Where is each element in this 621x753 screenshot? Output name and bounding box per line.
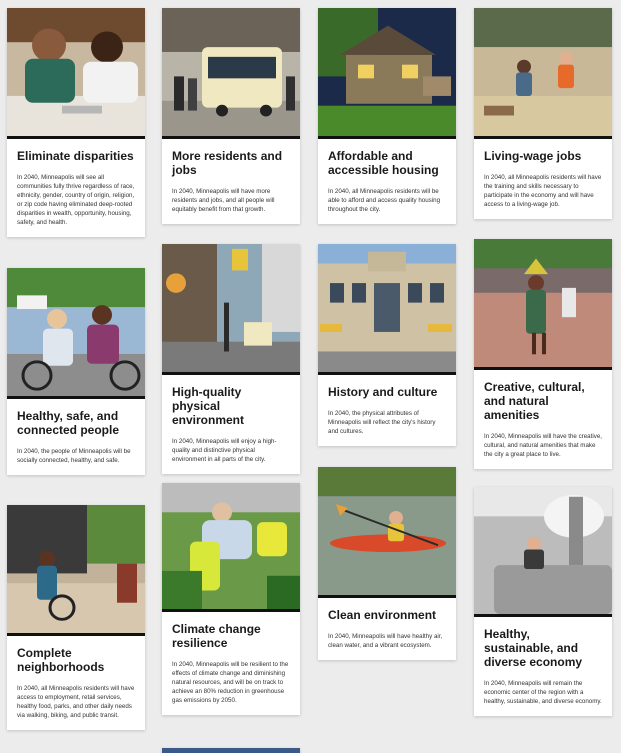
card-description: In 2040, all Minneapolis residents will have access to employment, retail services, healthy food, parks, and other daily needs via walking, biking, and public transit. xyxy=(17,685,135,719)
goal-card-complete-neighborhoods[interactable] xyxy=(7,505,145,730)
card-description: In 2040, Minneapolis will have more residents and jobs, and all people will equitably benefit from that growth. xyxy=(172,188,275,213)
city-bus-photo xyxy=(162,8,300,139)
card-title: History and culture xyxy=(328,385,438,399)
card-description: In 2040, Minneapolis will see all communities fully thrive regardless of race, ethnicity, gender, country of origin, religion, or zip code having eliminated deep-rooted disparities in wealth, opportunity, housing, safety, and health. xyxy=(17,174,135,226)
card-description: In 2040, all Minneapolis residents will be able to afford and access quality housing throughout the city. xyxy=(328,188,441,213)
dancer-parade-photo xyxy=(474,239,612,370)
card-title: Creative, cultural, and natural amenities xyxy=(484,380,585,422)
students-photo xyxy=(7,8,145,139)
card-title: Healthy, safe, and connected people xyxy=(17,409,120,437)
card-title: More residents and jobs xyxy=(172,149,283,177)
card-title: Complete neighborhoods xyxy=(17,646,105,674)
goal-card-affordable-housing[interactable] xyxy=(318,8,456,224)
house-at-dusk-photo xyxy=(318,8,456,139)
partial-photo xyxy=(162,748,300,753)
card-description: In 2040, Minneapolis will be resilient to the effects of climate change and diminishing natural resources, and will be on track to achieve an 80% reduction in greenhouse gas emissions by 2050. xyxy=(172,661,289,704)
goal-card-eliminate-disparities[interactable] xyxy=(7,8,145,237)
goal-card-creative-cultural-natural-amenities[interactable] xyxy=(474,239,612,469)
volunteers-planting-photo xyxy=(162,483,300,612)
goal-card-more-residents-jobs[interactable] xyxy=(162,8,300,224)
card-title: Climate change resilience xyxy=(172,622,261,650)
neighborhood-sidewalk-photo xyxy=(7,505,145,636)
goal-card-healthy-safe-connected[interactable] xyxy=(7,268,145,475)
card-description: In 2040, all Minneapolis residents will have the training and skills necessary to participate in the economy and will have access to a living-wage job. xyxy=(484,174,602,208)
goal-card-climate-change-resilience[interactable] xyxy=(162,483,300,715)
card-title: High-quality physical environment xyxy=(172,385,245,427)
card-title: Clean environment xyxy=(328,608,437,622)
goal-card-living-wage-jobs[interactable] xyxy=(474,8,612,219)
card-description: In 2040, the physical attributes of Minneapolis will reflect the city's history and cultures. xyxy=(328,410,436,435)
card-description: In 2040, Minneapolis will have the creative, cultural, and natural amenities that make the city a great place to live. xyxy=(484,433,602,458)
card-description: In 2040, Minneapolis will enjoy a high-quality and distinctive physical environment in all parts of the city. xyxy=(172,438,277,463)
historic-building-photo xyxy=(318,244,456,375)
downtown-street-photo xyxy=(162,244,300,375)
brewery-tanks-photo xyxy=(474,487,612,617)
people-with-bikes-photo xyxy=(7,268,145,399)
goal-card-high-quality-physical-environment[interactable] xyxy=(162,244,300,474)
goal-card-history-culture[interactable] xyxy=(318,244,456,446)
card-description: In 2040, Minneapolis will remain the economic center of the region with a healthy, sustainable, and diverse economy. xyxy=(484,680,602,705)
card-title: Living-wage jobs xyxy=(484,149,582,163)
card-description: In 2040, the people of Minneapolis will be socially connected, healthy, and safe. xyxy=(17,448,131,464)
card-title: Affordable and accessible housing xyxy=(328,149,439,177)
construction-workers-photo xyxy=(474,8,612,139)
goal-card-clean-environment[interactable] xyxy=(318,467,456,660)
goal-card-partial[interactable] xyxy=(162,748,300,753)
card-title: Eliminate disparities xyxy=(17,149,134,163)
card-description: In 2040, Minneapolis will have healthy air, clean water, and a vibrant ecosystem. xyxy=(328,633,443,649)
goal-card-healthy-sustainable-diverse-economy[interactable] xyxy=(474,487,612,716)
card-title: Healthy, sustainable, and diverse economy xyxy=(484,627,583,669)
kayaker-on-river-photo xyxy=(318,467,456,598)
